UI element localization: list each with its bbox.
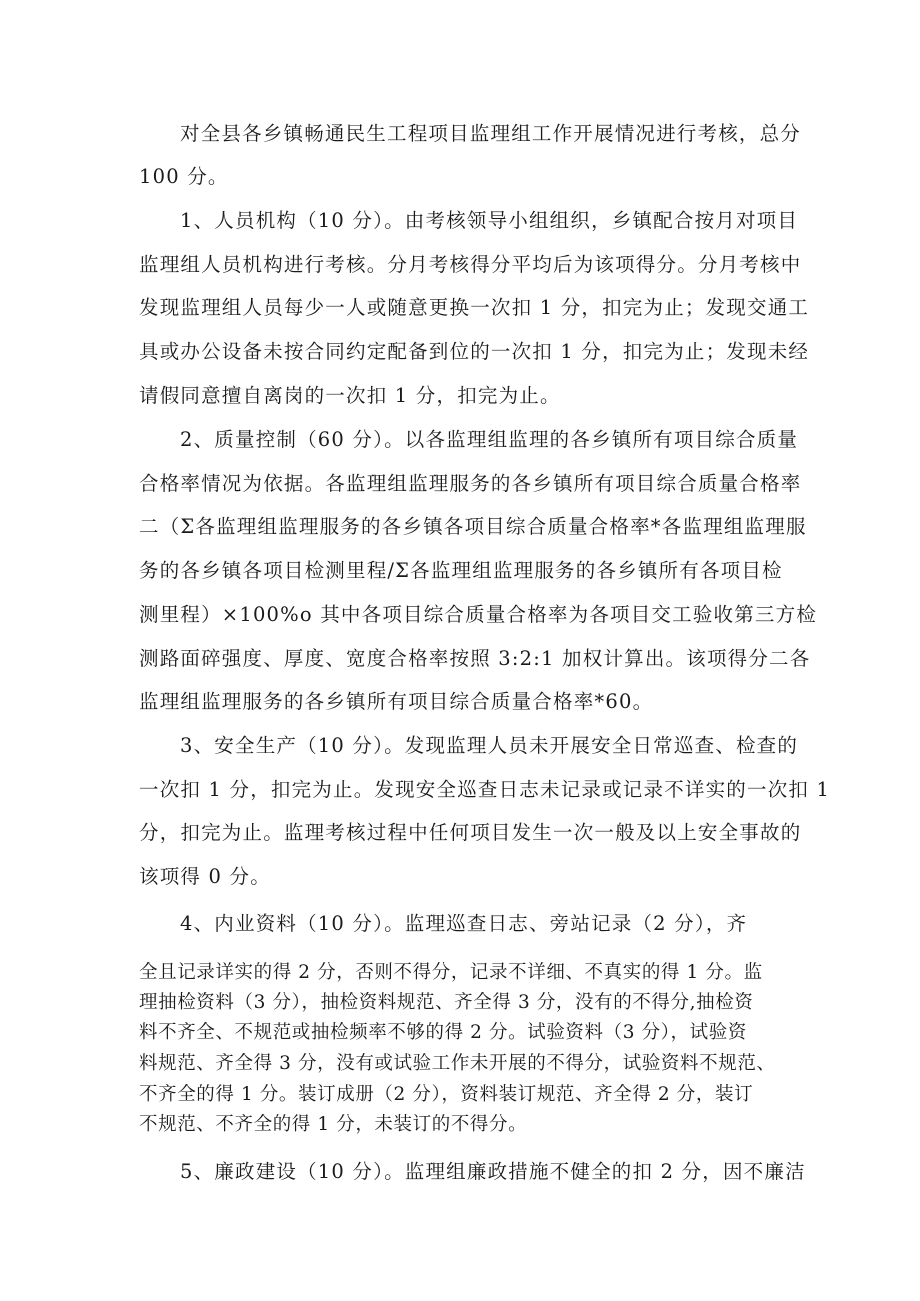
section-4-line-1: 4、内业资料（10 分）。监理巡查日志、旁站记录（2 分），齐	[180, 912, 748, 935]
section-4-line-7: 不规范、不齐全的得 1 分，未装订的不得分。	[139, 1114, 528, 1135]
section-1-line-3: 发现监理组人员每少一人或随意更换一次扣 1 分，扣完为止；发现交通工	[139, 296, 810, 319]
section-3-line-2: 一次扣 1 分，扣完为止。发现安全巡查日志未记录或记录不详实的一次扣 1	[139, 778, 831, 801]
section-4-line-2: 全且记录详实的得 2 分，否则不得分，记录不详细、不真实的得 1 分。监	[139, 962, 763, 983]
section-2-line-5: 测里程）×100%o 其中各项目综合质量合格率为各项目交工验收第三方检	[139, 603, 818, 626]
section-2-line-4: 务的各乡镇各项目检测里程/Σ各监理组监理服务的各乡镇所有各项目检	[139, 559, 783, 582]
section-4-line-5: 料规范、齐全得 3 分，没有或试验工作未开展的不得分，试验资料不规范、	[139, 1053, 776, 1074]
section-3-line-1: 3、安全生产（10 分）。发现监理人员未开展安全日常巡查、检查的	[180, 734, 799, 757]
section-1-line-5: 请假同意擅自离岗的一次扣 1 分，扣完为止。	[139, 384, 561, 407]
section-1-line-2: 监理组人员机构进行考核。分月考核得分平均后为该项得分。分月考核中	[139, 253, 802, 276]
section-1-line-4: 具或办公设备未按合同约定配备到位的一次扣 1 分，扣完为止；发现未经	[139, 340, 810, 363]
section-2-line-3: 二（Σ各监理组监理服务的各乡镇各项目综合质量合格率*各监理组监理服	[139, 515, 807, 538]
section-4-line-4: 料不齐全、不规范或抽检频率不够的得 2 分。试验资料（3 分），试验资	[139, 1022, 747, 1043]
intro-line-2: 100 分。	[139, 165, 229, 188]
section-2-line-7: 监理组监理服务的各乡镇所有项目综合质量合格率*60。	[139, 690, 654, 713]
section-2-line-6: 测路面碎强度、厚度、宽度合格率按照 3:2:1 加权计算出。该项得分二各	[139, 647, 811, 670]
section-4-line-3: 理抽检资料（3 分），抽检资料规范、齐全得 3 分，没有的不得分,抽检资	[139, 992, 754, 1013]
section-5-line-1: 5、廉政建设（10 分）。监理组廉政措施不健全的扣 2 分，因不廉洁	[180, 1160, 806, 1183]
section-4-line-6: 不齐全的得 1 分。装订成册（2 分），资料装订规范、齐全得 2 分，装订	[139, 1084, 754, 1105]
section-2-line-2: 合格率情况为依据。各监理组监理服务的各乡镇所有项目综合质量合格率	[139, 472, 802, 495]
intro-line-1: 对全县各乡镇畅通民生工程项目监理组工作开展情况进行考核，总分	[180, 122, 802, 145]
section-1-line-1: 1、人员机构（10 分）。由考核领导小组组织，乡镇配合按月对项目	[180, 209, 799, 232]
section-2-line-1: 2、质量控制（60 分）。以各监理组监理的各乡镇所有项目综合质量	[180, 428, 799, 451]
section-3-line-3: 分，扣完为止。监理考核过程中任何项目发生一次一般及以上安全事故的	[139, 821, 802, 844]
section-3-line-4: 该项得 0 分。	[139, 865, 271, 888]
